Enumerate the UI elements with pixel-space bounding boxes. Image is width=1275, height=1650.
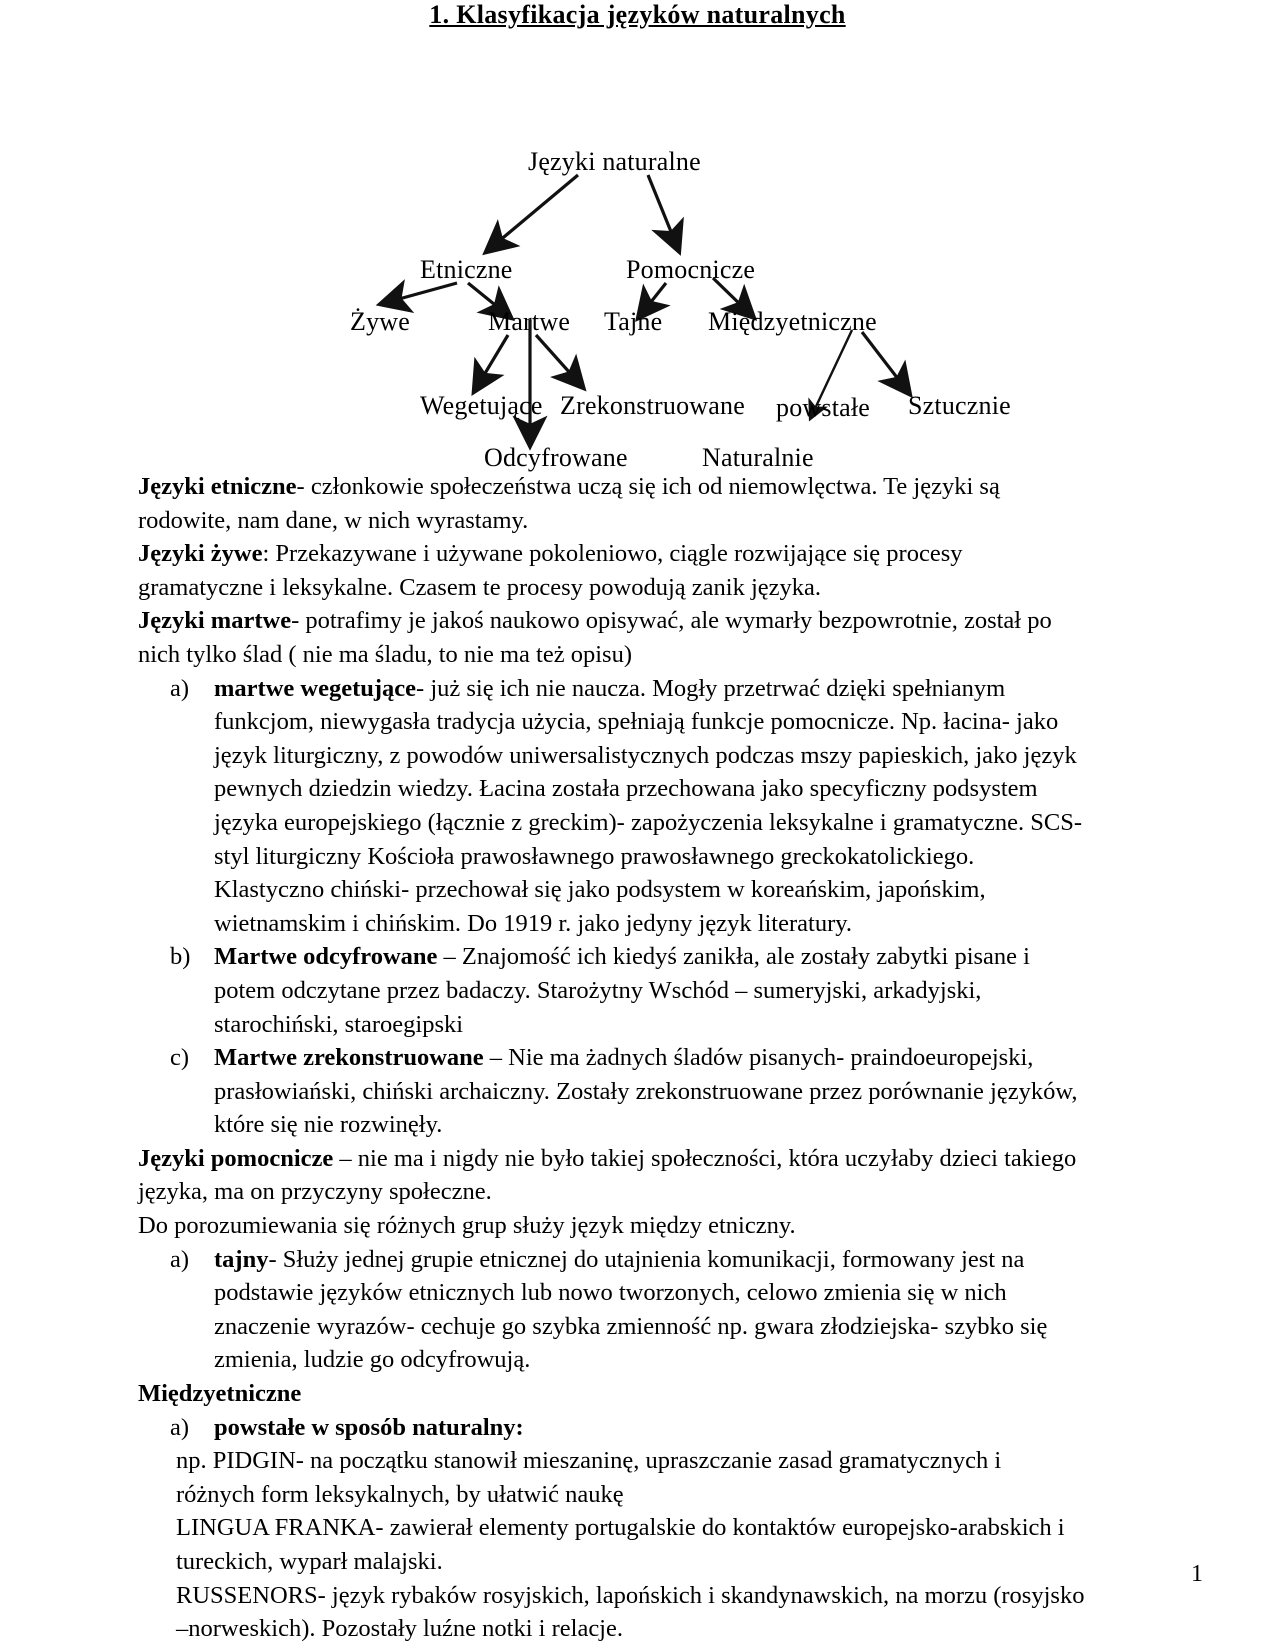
diagram-node-powstale: powstałe (776, 393, 871, 422)
list-item-tajny (138, 1243, 1086, 1377)
list-jezyki-pomocnicze (138, 1243, 1086, 1377)
list-marker-a-powstale: a) (170, 1413, 190, 1441)
diagram-node-naturalnie: Naturalnie (702, 443, 814, 472)
paragraph-jezyki-etniczne (138, 470, 1086, 537)
paragraph-jezyki-martwe (138, 604, 1086, 671)
subheading-miedzyetniczne (138, 1377, 1086, 1411)
term-jezyki-zywe: Języki żywe (138, 540, 263, 568)
list-item-tajny-text: - Służy jednej grupie etnicznej do utajnienia komunikacji, formowany jest na podstawie języków etnicznych lub nowo tworzonych, celowo zmienia się w nich znaczenie wyrazów- cechuje go szybka zmienność np. gwara złodziejska- szybko się zmienia, ludzie go odcyfrowują. (214, 1245, 1048, 1374)
diagram-node-odcyfrowane: Odcyfrowane (484, 443, 628, 472)
list-item-martwe-zrekonstruowane (138, 1041, 1086, 1142)
list-miedzyetniczne (138, 1411, 1086, 1445)
list-marker-b: b) (170, 943, 191, 971)
paragraph-jezyki-martwe-text: - potrafimy je jakoś naukowo opisywać, ale wymarły bezpowrotnie, został po nich tylko ślad ( nie ma śladu, to nie ma też opisu) (138, 607, 1052, 668)
body-text (138, 470, 1086, 1646)
diagram-node-root: Języki naturalne (528, 147, 701, 176)
list-marker-a: a) (170, 674, 190, 702)
diagram-node-zywe: Żywe (350, 307, 410, 336)
term-jezyki-martwe: Języki martwe (138, 607, 292, 635)
diagram-node-pomocnicze: Pomocnicze (626, 255, 756, 284)
page-title-text: 1. Klasyfikacja języków naturalnych (429, 0, 846, 29)
paragraph-jezyki-etniczne-text: - członkowie społeczeństwa uczą się ich od niemowlęctwa. Te języki są rodowite, nam dane, w nich wyrastamy. (138, 473, 1000, 534)
diagram-node-etniczne: Etniczne (420, 255, 513, 284)
paragraph-russenors: RUSSENORS- język rybaków rosyjskich, lapońskich i skandynawskich, na morzu (rosyjsko –norweskich). Pozostały luźne notki i relacje. (176, 1581, 1085, 1643)
list-item-martwe-zrekonstruowane-text: – Nie ma żadnych śladów pisanych- praindoeuropejski, prasłowiański, chiński archaiczny. Zostały zrekonstruowane przez porównanie języków, które się nie rozwinęły. (214, 1044, 1078, 1139)
list-item-martwe-odcyfrowane-text: – Znajomość ich kiedyś zanikła, ale zostały zabytki pisane i potem odczytane przez badaczy. Starożytny Wschód – sumeryjski, arkadyjski, starochiński, staroegipski (214, 943, 1030, 1038)
list-marker-a-tajny: a) (170, 1245, 190, 1273)
list-item-martwe-wegetujace-text: - już się ich nie naucza. Mogły przetrwać dzięki spełnianym funkcjom, niewygasła tradycja użycia, spełniają funkcje pomocnicze. Np. łacina- jako język liturgiczny, z powodów uniwersalistycznych podczas mszy papieskich, jako język pewnych dziedzin wiedzy. Łacina została przechowana jako specyficzny podsystem języka europejskiego (łącznie z greckim)- zapożyczenia leksykalne i gramatyczne. SCS- styl liturgiczny Kościoła prawosławnego prawosławnego greckokatolickiego. Klastyczno chiński- przechował się jako podsystem w koreańskim, japońskim, wietnamskim i chińskim. Do 1919 r. jako jedyny język literatury. (214, 674, 1082, 937)
language-classification-diagram (0, 120, 1275, 485)
list-item-powstale-naturalny (138, 1411, 1086, 1445)
term-powstale-naturalny: powstałe w sposób naturalny: (214, 1413, 524, 1441)
paragraph-pidgin: np. PIDGIN- na początku stanowił mieszaninę, upraszczanie zasad gramatycznych i różnych form leksykalnych, by ułatwić naukę (176, 1447, 1002, 1508)
paragraph-jezyki-zywe (138, 537, 1086, 604)
list-item-martwe-odcyfrowane (138, 940, 1086, 1041)
term-jezyki-pomocnicze: Języki pomocnicze (138, 1144, 334, 1172)
paragraph-jezyki-pomocnicze (138, 1142, 1086, 1209)
paragraph-jezyki-zywe-text: : Przekazywane i używane pokoleniowo, ciągle rozwijające się procesy gramatyczne i leksykalne. Czasem te procesy powodują zanik języka. (138, 540, 963, 601)
list-marker-c: c) (170, 1044, 190, 1072)
term-martwe-zrekonstruowane: Martwe zrekonstruowane (214, 1044, 484, 1072)
diagram-node-wegetujace: Wegetujące (420, 391, 543, 420)
term-jezyki-etniczne: Języki etniczne (138, 473, 297, 500)
list-item-martwe-wegetujace (138, 672, 1086, 941)
diagram-node-sztucznie: Sztucznie (908, 391, 1011, 420)
list-jezyki-martwe (138, 672, 1086, 1142)
page-number: 1 (1191, 1561, 1203, 1587)
paragraph-porozumiewanie: Do porozumiewania się różnych grup służy język między etniczny. (138, 1212, 796, 1240)
subheading-miedzyetniczne-text: Międzyetniczne (138, 1380, 302, 1408)
term-martwe-wegetujace: martwe wegetujące (214, 674, 417, 702)
diagram-node-zrekonstruowane: Zrekonstruowane (560, 391, 745, 420)
diagram-node-martwe: Martwe (488, 307, 571, 336)
term-tajny: tajny (214, 1245, 269, 1273)
diagram-node-tajne: Tajne (604, 307, 663, 336)
term-martwe-odcyfrowane: Martwe odcyfrowane (214, 943, 438, 971)
page-title (0, 0, 1275, 30)
diagram-node-miedzyetniczne: Międzyetniczne (708, 307, 877, 336)
paragraph-jezyki-pomocnicze-text: – nie ma i nigdy nie było takiej społeczności, która uczyłaby dzieci takiego języka, ma on przyczyny społeczne. (138, 1144, 1077, 1206)
paragraph-lingua-franka: LINGUA FRANKA- zawierał elementy portugalskie do kontaktów europejsko-arabskich i tureckich, wyparł malajski. (176, 1514, 1065, 1575)
